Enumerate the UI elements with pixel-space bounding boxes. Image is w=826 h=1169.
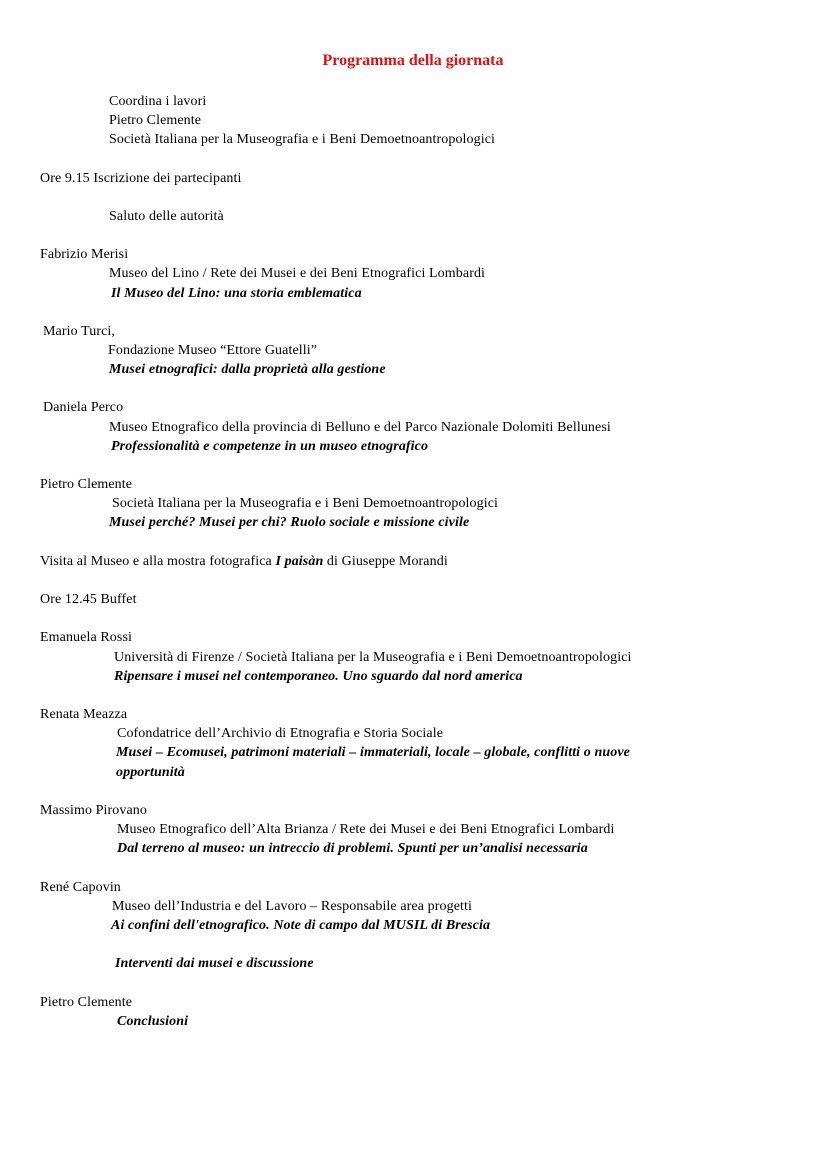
coordinator-affiliation: Società Italiana per la Museografia e i Beni Demoetnoantropologici <box>109 132 496 147</box>
speaker-name: Massimo Pirovano <box>40 803 147 818</box>
page-title: Programma della giornata <box>322 52 504 69</box>
exhibition-title: I paisàn <box>275 554 324 569</box>
visit-text: Visita al Museo e alla mostra fotografica <box>40 554 276 569</box>
speaker-affiliation: Museo Etnografico dell’Alta Brianza / Rete dei Musei e dei Beni Etnografici Lombardi <box>117 822 615 837</box>
museum-visit-line <box>40 552 448 571</box>
speaker-name: Emanuela Rossi <box>40 630 132 645</box>
talk-title: Il Museo del Lino: una storia emblematica <box>111 286 362 301</box>
talk-title: Dal terreno al museo: un intreccio di problemi. Spunti per un’analisi necessaria <box>117 841 588 856</box>
speaker-name: Renata Meazza <box>40 707 128 722</box>
registration-line: Ore 9.15 Iscrizione dei partecipanti <box>40 171 242 186</box>
speaker-name: Pietro Clemente <box>40 477 133 492</box>
greetings-line: Saluto delle autorità <box>109 209 224 224</box>
speaker-name: Fabrizio Merisi <box>40 247 129 262</box>
talk-title: Professionalità e competenze in un museo etnografico <box>111 439 429 454</box>
speaker-affiliation: Università di Firenze / Società Italiana per la Museografia e i Beni Demoetnoantropologici <box>114 650 632 665</box>
coordinator-name: Pietro Clemente <box>109 113 202 128</box>
conclusions-line: Conclusioni <box>117 1014 189 1029</box>
talk-title-continued: opportunità <box>116 765 185 780</box>
speaker-affiliation: Museo dell’Industria e del Lavoro – Responsabile area progetti <box>112 899 472 914</box>
buffet-line: Ore 12.45 Buffet <box>40 592 137 607</box>
talk-title: Musei – Ecomusei, patrimoni materiali – immateriali, locale – globale, conflitti o nuove <box>116 745 630 760</box>
talk-title: Musei etnografici: dalla proprietà alla gestione <box>109 362 386 377</box>
discussion-line: Interventi dai musei e discussione <box>115 956 314 971</box>
speaker-affiliation: Fondazione Museo “Ettore Guatelli” <box>108 343 318 358</box>
speaker-affiliation: Società Italiana per la Museografia e i Beni Demoetnoantropologici <box>112 496 499 511</box>
speaker-name: Daniela Perco <box>43 400 124 415</box>
talk-title: Ripensare i musei nel contemporaneo. Uno sguardo dal nord america <box>114 669 523 684</box>
talk-title: Musei perché? Musei per chi? Ruolo sociale e missione civile <box>109 515 470 530</box>
talk-title: Ai confini dell'etnografico. Note di campo dal MUSIL di Brescia <box>111 918 491 933</box>
coordinator-label: Coordina i lavori <box>109 94 207 109</box>
speaker-affiliation: Museo del Lino / Rete dei Musei e dei Beni Etnografici Lombardi <box>109 266 486 281</box>
speaker-name: René Capovin <box>40 880 121 895</box>
speaker-affiliation: Museo Etnografico della provincia di Belluno e del Parco Nazionale Dolomiti Bellunesi <box>109 420 611 435</box>
visit-author: di Giuseppe Morandi <box>323 554 448 569</box>
speaker-name: Pietro Clemente <box>40 995 133 1010</box>
speaker-name: Mario Turci, <box>43 324 115 339</box>
speaker-affiliation: Cofondatrice dell’Archivio di Etnografia e Storia Sociale <box>117 726 444 741</box>
